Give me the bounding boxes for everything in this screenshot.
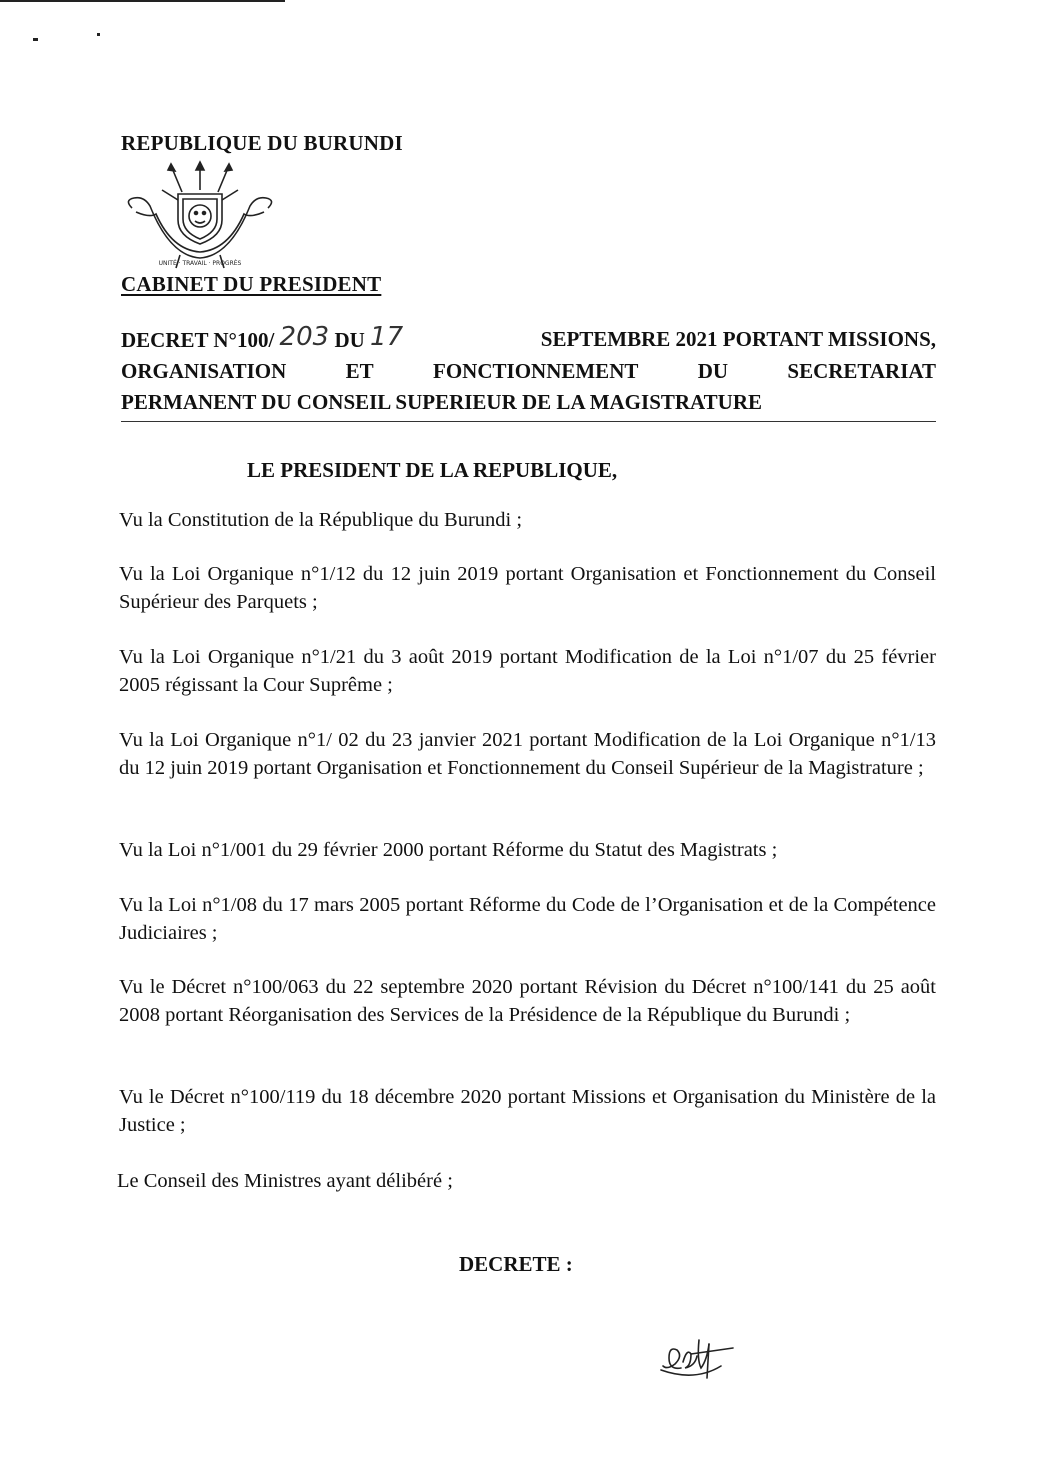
consideration-paragraph: Vu la Loi Organique n°1/12 du 12 juin 2019 portant Organisation et Fonctionnement du Conseil Supérieur des Parquets ; — [119, 563, 936, 613]
decree-title-line-2 — [121, 356, 936, 387]
title-divider — [121, 421, 936, 422]
handwritten-decree-number: 203 — [279, 322, 330, 352]
consideration-paragraph: Vu le Décret n°100/119 du 18 décembre 2020 portant Missions et Organisation du Ministère de la Justice ; — [119, 1086, 936, 1136]
consideration-paragraph: Vu la Loi n°1/001 du 29 février 2000 portant Réforme du Statut des Magistrats ; — [119, 839, 778, 861]
consideration-paragraph: Vu la Constitution de la République du Burundi ; — [119, 509, 523, 531]
decree-title-word: FONCTIONNEMENT — [433, 359, 639, 383]
coat-of-arms-emblem — [120, 160, 280, 270]
decree-title-line-3: PERMANENT DU CONSEIL SUPERIEUR DE LA MAGISTRATURE — [121, 390, 762, 414]
consideration-paragraph: Vu la Loi Organique n°1/ 02 du 23 janvier 2021 portant Modification de la Loi Organique n°1/13 du 12 juin 2019 portant Organisation et Fonctionnement du Conseil Supérieur de la Magistrature ; — [119, 729, 936, 779]
decrete-heading: DECRETE : — [459, 1252, 573, 1276]
decree-title-word: SECRETARIAT — [787, 359, 936, 383]
scan-dot — [97, 33, 100, 36]
consideration-paragraph: Vu le Décret n°100/063 du 22 septembre 2020 portant Révision du Décret n°100/141 du 25 août 2008 portant Réorganisation des Services de la Présidence de la République du Burundi ; — [119, 976, 936, 1026]
consideration-paragraph: Le Conseil des Ministres ayant délibéré ; — [117, 1170, 453, 1192]
president-heading: LE PRESIDENT DE LA REPUBLIQUE, — [247, 458, 618, 482]
handwritten-initials-icon — [655, 1330, 745, 1390]
decree-title — [121, 324, 936, 418]
coat-of-arms-icon — [120, 160, 280, 270]
country-heading: REPUBLIQUE DU BURUNDI — [121, 131, 403, 155]
decree-title-word: ET — [345, 359, 374, 383]
cabinet-heading: CABINET DU PRESIDENT — [121, 272, 382, 296]
decree-du: DU — [334, 328, 365, 352]
decree-title-line-1-rest: SEPTEMBRE 2021 PORTANT MISSIONS, — [540, 327, 936, 351]
decree-prefix: DECRET N°100/ — [121, 328, 275, 352]
emblem-motto-text: UNITÉ · TRAVAIL · PROGRÈS — [158, 260, 242, 267]
consideration-paragraph: Vu la Loi n°1/08 du 17 mars 2005 portant Réforme du Code de l’Organisation et de la Compétence Judiciaires ; — [119, 894, 936, 944]
handwritten-decree-day: 17 — [370, 322, 404, 352]
consideration-paragraph: Vu la Loi Organique n°1/21 du 3 août 2019 portant Modification de la Loi n°1/07 du 25 février 2005 régissant la Cour Suprême ; — [119, 646, 936, 696]
decree-title-word: ORGANISATION — [121, 359, 287, 383]
scan-edge-line — [0, 0, 285, 2]
decree-title-word: DU — [697, 359, 729, 383]
decree-title-line-1 — [121, 324, 936, 356]
scan-dot — [33, 38, 38, 41]
